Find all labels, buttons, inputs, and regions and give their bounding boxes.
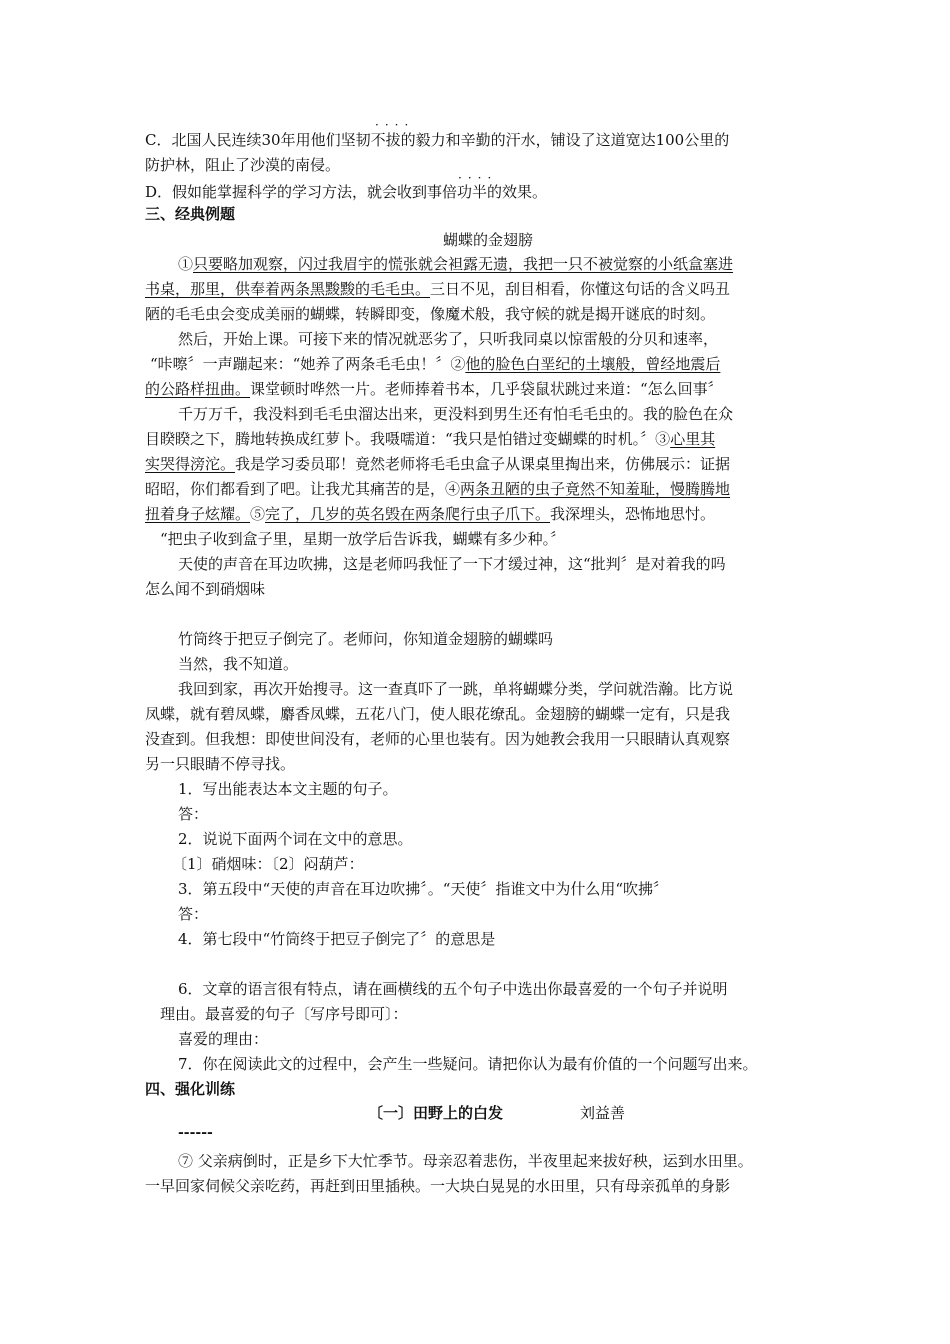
underlined-sentence-5: 完了，几岁的英名毁在两条爬行虫子爪下。: [265, 505, 551, 523]
p2-text: 课堂顿时哗然一片。老师捧着书本，几乎袋鼠状跳过来道：“怎么回事〞: [250, 380, 723, 398]
option-c-line1: C．北国人民连续30年用他们坚韧不拔的毅力和辛勤的汗水，铺设了这道宽达100公里的: [145, 131, 730, 149]
section4-title: 〔一〕田野上的白发: [368, 1104, 504, 1122]
paragraph-line: [145, 428, 715, 450]
paragraph-line: 然后，开始上课。可接下来的情况就恶劣了，只听我同桌以惊雷般的分贝和速率，: [178, 330, 719, 348]
p1-num: ①: [178, 255, 194, 273]
paragraph-line: [145, 278, 730, 300]
paragraph-line: ⑦ 父亲病倒时，正是乡下大忙季节。母亲忍着悲伤，半夜里起来拔好秧，运到水田里。: [178, 1152, 753, 1170]
underlined-sentence-4: 两条丑陋的虫子竟然不知羞耻，慢腾腾地: [460, 480, 731, 498]
section4-heading: 四、强化训练: [145, 1080, 236, 1098]
paragraph-line: 另一只眼睛不停寻找。: [145, 755, 296, 773]
question-3: 3．第五段中“天使的声音在耳边吹拂〞。“天使〞指谁文中为什么用“吹拂〞: [178, 880, 669, 898]
p3-text: 我深埋头，恐怖地思忖。: [550, 505, 716, 523]
answer-label: 答：: [178, 805, 209, 823]
p2-text: “咔嚓〞一声蹦起来：“她养了两条毛毛虫！〞②: [150, 355, 466, 373]
paragraph-line: [145, 453, 730, 475]
paragraph-line: “把虫子收到盒子里，星期一放学后告诉我，蝴蝶有多少种。〞: [160, 530, 566, 548]
section4-author: 刘益善: [580, 1104, 626, 1122]
question-6-reason: 喜爱的理由：: [178, 1030, 269, 1048]
article-title: 蝴蝶的金翅膀: [443, 231, 534, 249]
answer-label: 答：: [178, 905, 209, 923]
question-2-sub: 〔1〕硝烟味：〔2〕闷葫芦：: [172, 855, 364, 873]
paragraph-line: 一早回家伺候父亲吃药，再赶到田里插秧。一大块白晃晃的水田里，只有母亲孤单的身影: [145, 1177, 731, 1195]
dash-separator: ------: [178, 1125, 213, 1141]
underlined-sentence-2: 他的脸色白垩纪的土壤般，曾经地震后: [465, 355, 721, 373]
paragraph-line: [145, 478, 730, 500]
question-6: 6．文章的语言很有特点，请在画横线的五个句子中选出你最喜爱的一个句子并说明: [178, 980, 728, 998]
option-c-line2: 防护林，阻止了沙漠的南侵。: [145, 156, 341, 174]
paragraph-line: 千万万千，我没料到毛毛虫溜达出来，更没料到男生还有怕毛毛虫的。我的脸色在众: [178, 405, 734, 423]
paragraph-line: [145, 503, 715, 525]
paragraph-line: [145, 378, 723, 400]
paragraph-line: 没查到。但我想：即使世间没有，老师的心里也装有。因为她教会我用一只眼睛认真观察: [145, 730, 731, 748]
underlined-sentence-2b: 的公路样扭曲。: [145, 380, 251, 398]
underlined-sentence-3b: 实哭得滂沱。: [145, 455, 236, 473]
question-6-line2: 理由。最喜爱的句子〔写序号即可〕：: [160, 1005, 408, 1023]
section3-heading: 三、经典例题: [145, 205, 236, 223]
underlined-sentence-1: 只要略加观察，闪过我眉宇的慌张就会袒露无遗，我把一只不被觉察的小纸盒塞进: [193, 255, 734, 273]
paragraph-line: [178, 253, 733, 275]
underlined-sentence-3: 心里其: [670, 430, 716, 448]
emphasis-dots: ····: [375, 118, 415, 132]
paragraph-line: 我回到家，再次开始搜寻。这一查真吓了一跳，单将蝴蝶分类，学问就浩瀚。比方说: [178, 680, 734, 698]
emphasis-dots: ····: [458, 171, 498, 185]
p3-text: 我是学习委员耶！竟然老师将毛毛虫盒子从课桌里掏出来，仿佛展示：证据: [235, 455, 731, 473]
paragraph-line: [150, 353, 720, 375]
paragraph-line: 竹筒终于把豆子倒完了。老师问，你知道金翅膀的蝴蝶吗: [178, 630, 554, 648]
p1-text: 三日不见，刮目相看，你懂这句话的含义吗丑: [430, 280, 731, 298]
question-2: 2．说说下面两个词在文中的意思。: [178, 830, 413, 848]
paragraph-line: 怎么闻不到硝烟味: [145, 580, 266, 598]
question-4: 4．第七段中“竹筒终于把豆子倒完了〞的意思是: [178, 930, 496, 948]
question-7: 7．你在阅读此文的过程中，会产生一些疑问。请把你认为最有价值的一个问题写出来。: [178, 1055, 758, 1073]
paragraph-line: 凤蝶，就有碧凤蝶，麝香凤蝶，五花八门，使人眼花缭乱。金翅膀的蝴蝶一定有，只是我: [145, 705, 731, 723]
question-1: 1．写出能表达本文主题的句子。: [178, 780, 398, 798]
p3-text: 目睽睽之下，腾地转换成红萝卜。我嗫嚅道：“我只是怕错过变蝴蝶的时机。〞③: [145, 430, 671, 448]
paragraph-line: 当然，我不知道。: [178, 655, 299, 673]
paragraph-line: 陋的毛毛虫会变成美丽的蝴蝶，转瞬即变，像魔术般，我守候的就是揭开谜底的时刻。: [145, 305, 716, 323]
underlined-sentence-1b: 书桌，那里，供奉着两条黑黢黢的毛毛虫。: [145, 280, 431, 298]
underlined-sentence-4b: 扭着身子炫耀。: [145, 505, 251, 523]
p3-num: ⑤: [250, 505, 266, 523]
option-d-line: D．假如能掌握科学的学习方法，就会收到事倍功半的效果。: [145, 183, 548, 201]
p3-text: 昭昭，你们都看到了吧。让我尤其痛苦的是，④: [145, 480, 461, 498]
paragraph-line: 天使的声音在耳边吹拂，这是老师吗我怔了一下才缓过神，这“批判〞是对着我的吗: [178, 555, 726, 573]
